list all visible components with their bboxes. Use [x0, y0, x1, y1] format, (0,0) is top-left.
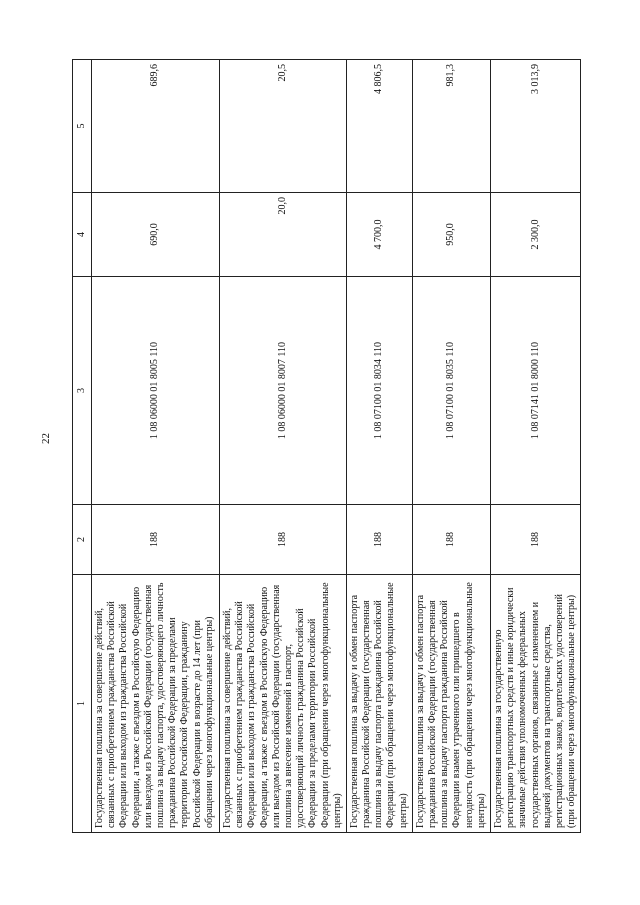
- row-fact: 4 806,5: [346, 60, 412, 193]
- row-name: Государственная пошлина за выдачу и обмен паспорта гражданина Российской Федерации (государственная пошлина за выдачу паспорта гражданина Российской Федерации взамен утраченного или пришедшего в негодность (при обращении через многофункциональные центры): [412, 575, 490, 833]
- row-name: Государственная пошлина за совершение действий, связанных с приобретением гражданства Российской Федерации или выходом из гражданства Российской Федерации, а также с въездом в Российскую Федерацию или выездом из Российской Федерации (государственная пошлина за внесение изменений в паспорт, удостоверяющий личность гражданина Российской Федерации за пределами территории Российской Федерации (при обращении через многофункциональные центры): [220, 575, 347, 833]
- row-name: Государственная пошлина за государственную регистрацию транспортных средств и иные юридически значимые действия уполномоченных федеральных государственных органов, связанные с изменением и выдачей документов на транспортные средства, регистрационных знаков, водительских удостоверений (при обращении через многофункциональные центры): [490, 575, 580, 833]
- row-code: 188: [92, 505, 220, 575]
- header-row: [73, 60, 92, 833]
- header-col-4: 4: [73, 193, 92, 277]
- row-kbk: 1 08 06000 01 8007 110: [220, 277, 347, 505]
- table-row: [490, 60, 580, 833]
- table-row: [412, 60, 490, 833]
- table-container: [72, 60, 578, 833]
- row-plan: 20,0: [220, 193, 347, 277]
- revenue-table: [72, 59, 581, 833]
- table-row: [92, 60, 220, 833]
- row-kbk: 1 08 07141 01 8000 110: [490, 277, 580, 505]
- row-kbk: 1 08 06000 01 8005 110: [92, 277, 220, 505]
- row-code: 188: [346, 505, 412, 575]
- row-fact: 689,6: [92, 60, 220, 193]
- row-fact: 3 013,9: [490, 60, 580, 193]
- row-plan: 4 700,0: [346, 193, 412, 277]
- row-fact: 20,5: [220, 60, 347, 193]
- header-col-5: 5: [73, 60, 92, 193]
- table-row: [220, 60, 347, 833]
- header-col-1: 1: [73, 575, 92, 833]
- header-col-3: 3: [73, 277, 92, 505]
- row-fact: 981,3: [412, 60, 490, 193]
- page-number: 22: [40, 433, 52, 444]
- row-name: Государственная пошлина за совершение действий, связанных с приобретением гражданства Российской Федерации или выходом из гражданства Российской Федерации, а также с въездом в Российскую Федерацию или выездом из Российской Федерации (государственная пошлина за выдачу паспорта, удостоверяющего личность гражданина Российской Федерации за пределами территории Российской Федерации, гражданину Российской Федерации в возрасте до 14 лет (при обращении через многофункциональные центры): [92, 575, 220, 833]
- header-col-2: 2: [73, 505, 92, 575]
- row-plan: 950,0: [412, 193, 490, 277]
- row-name: Государственная пошлина за выдачу и обмен паспорта гражданина Российской Федерации (государственная пошлина за выдачу паспорта гражданина Российской Федерации (при обращении через многофункциональные центры): [346, 575, 412, 833]
- row-plan: 690,0: [92, 193, 220, 277]
- row-code: 188: [490, 505, 580, 575]
- table-row: [346, 60, 412, 833]
- row-kbk: 1 08 07100 01 8034 110: [346, 277, 412, 505]
- row-kbk: 1 08 07100 01 8035 110: [412, 277, 490, 505]
- row-code: 188: [412, 505, 490, 575]
- row-code: 188: [220, 505, 347, 575]
- row-plan: 2 300,0: [490, 193, 580, 277]
